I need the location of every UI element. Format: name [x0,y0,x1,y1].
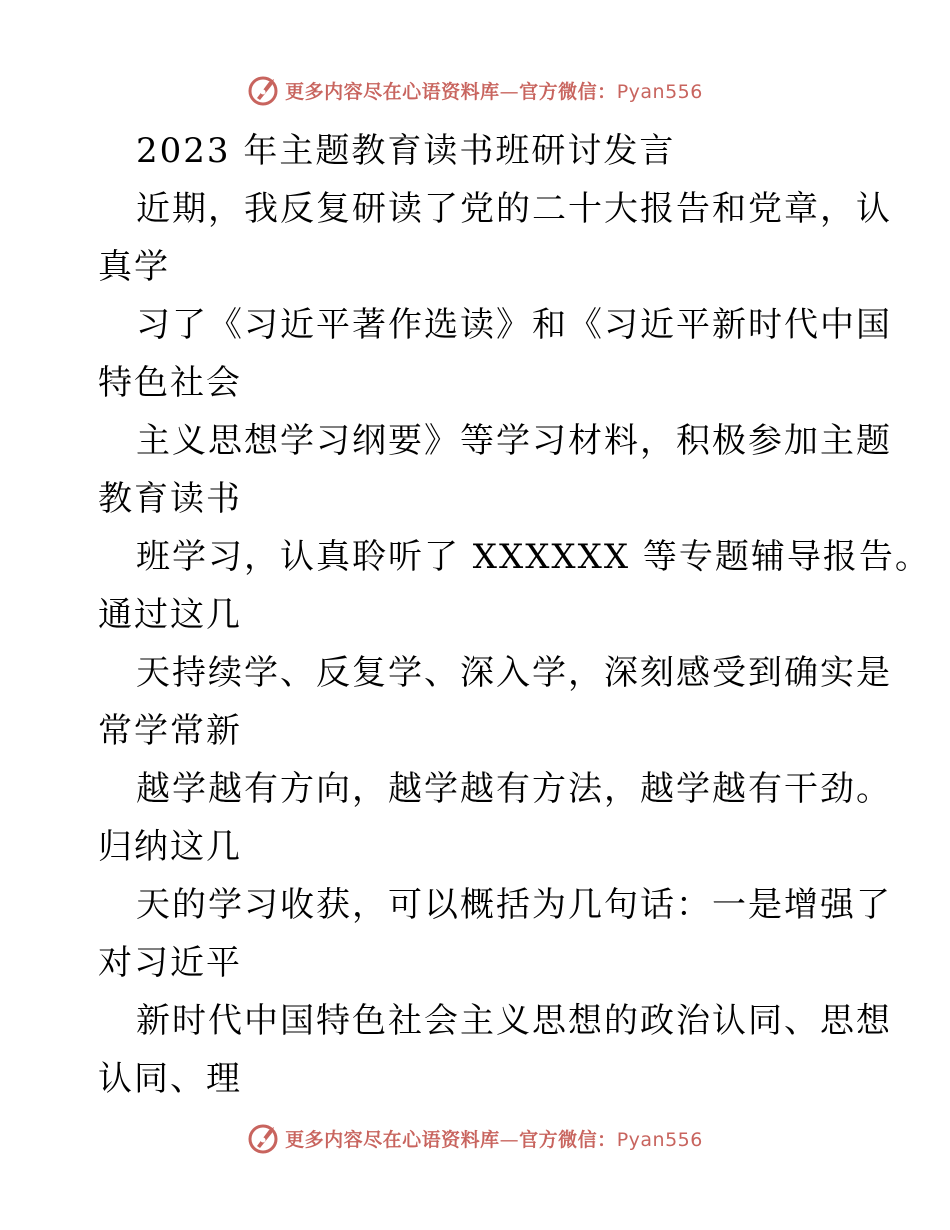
text-line: 越学越有方向，越学越有方法，越学越有干劲。 [136,769,892,809]
wechat-id: Pyan556 [616,1128,703,1151]
pen-nib-circle-icon [247,73,281,107]
document-title: 2023 年主题教育读书班研讨发言 [136,131,676,171]
banner-text [285,1125,703,1152]
text-line: 通过这几 [98,595,242,635]
text-line: 习了《习近平著作选读》和《习近平新时代中国 [136,305,892,345]
text-line: 新时代中国特色社会主义思想的政治认同、思想 [136,1001,892,1041]
wechat-id: Pyan556 [616,80,703,103]
header-banner [0,70,950,110]
brand-text: 更多内容尽在心语资料库 [285,1128,500,1151]
text-line: 教育读书 [98,479,242,519]
wechat-label: 官方微信： [519,80,617,103]
wechat-label: 官方微信： [519,1128,617,1151]
text-line: 常学常新 [98,711,242,751]
text-line: 班学习，认真聆听了 XXXXXX 等专题辅导报告。 [136,537,931,577]
banner-separator: — [499,1128,520,1151]
brand-text: 更多内容尽在心语资料库 [285,80,500,103]
text-line: 归纳这几 [98,827,242,867]
banner-text [285,77,703,104]
pen-nib-circle-icon [247,1121,281,1155]
text-line: 对习近平 [98,943,242,983]
text-line: 天的学习收获，可以概括为几句话：一是增强了 [136,885,892,925]
banner-separator: — [499,80,520,103]
document-body [98,122,931,1108]
text-line: 特色社会 [98,363,242,403]
text-line: 近期，我反复研读了党的二十大报告和党章，认 [136,189,892,229]
text-line: 真学 [98,247,170,287]
text-line: 天持续学、反复学、深入学，深刻感受到确实是 [136,653,892,693]
text-line: 认同、理 [98,1059,242,1099]
footer-banner [0,1118,950,1158]
text-line: 主义思想学习纲要》等学习材料，积极参加主题 [136,421,892,461]
